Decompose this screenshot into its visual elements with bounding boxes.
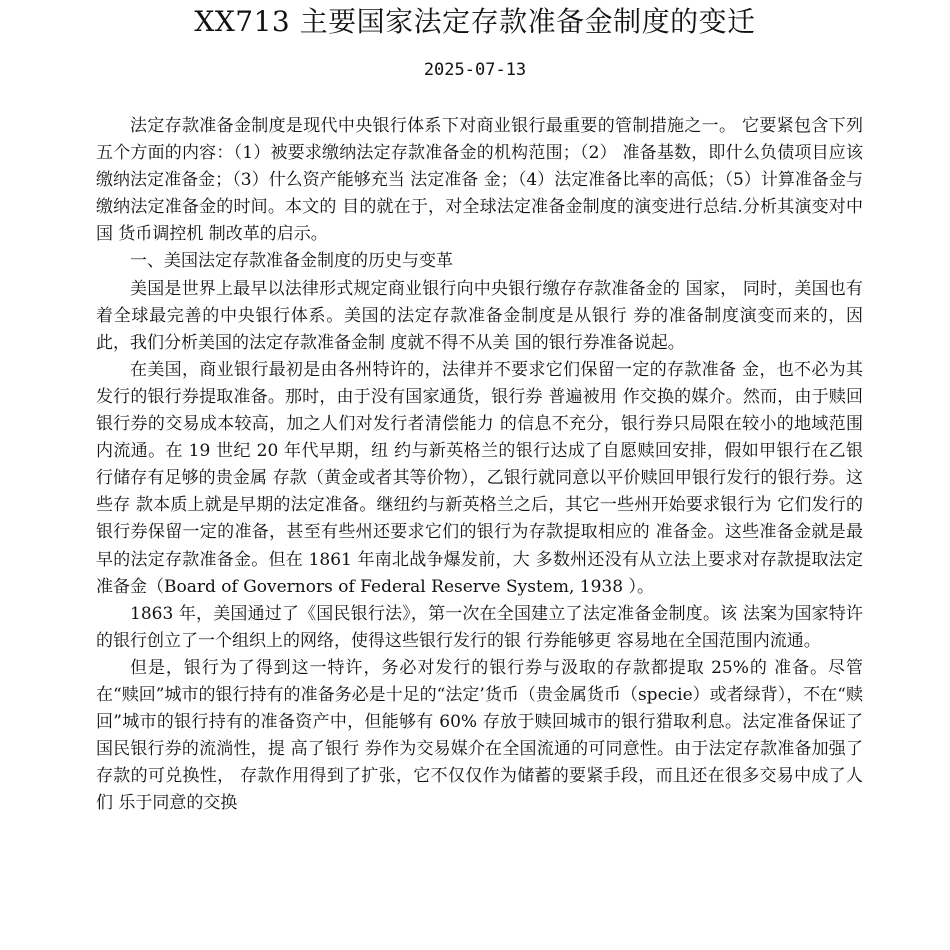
document-date: 2025-07-13 [423, 60, 527, 80]
body-paragraph: 但是，银行为了得到这一特许，务必对发行的银行券与汲取的存款都提取 25%的 准备。尽管在“赎回”城市的银行持有的准备务必是十足的“法定’货币（贵金属货币（specie）或者绿背），不在“赎回”城市的银行持有的准备资产中，但能够有 60% 存放于赎回城市的银行猎取利息。法定准备保证了国民银行券的流淌性，提 高了银行 券作为交易媒介在全国流通的可同意性。由于法定存款准备加强了存款的可兑换性， 存款作用得到了扩张，它不仅仅作为储蓄的要紧手段，而且还在很多交易中成了人们 乐于同意的交换 [96, 657, 863, 814]
body-paragraph: 美国是世界上最早以法律形式规定商业银行向中央银行缴存存款准备金的 国家， 同时，美国也有着全球最完善的中央银行体系。美国的法定存款准备金制度是从银行 券的准备制度演变而来的，因此，我们分析美国的法定存款准备金制 度就不得不从美 国的银行券准备说起。 [96, 278, 863, 353]
body-paragraph: 1863 年，美国通过了《国民银行法》，第一次在全国建立了法定准备金制度。该 法案为国家特许的银行创立了一个组织上的网络，使得这些银行发行的银 行券能够更 容易地在全国范围内流通。 [96, 603, 863, 651]
body-paragraph: 在美国，商业银行最初是由各州特许的，法律并不要求它们保留一定的存款准备 金，也不必为其发行的银行券提取准备。那时，由于没有国家通货，银行券 普遍被用 作交换的媒介。然而，由于赎回银行券的交易成本较高，加之人们对发行者清偿能力 的信息不充分，银行券只局限在较小的地域范围内流通。在 19 世纪 20 年代早期，纽 约与新英格兰的银行达成了自愿赎回安排，假如甲银行在乙银行储存有足够的贵金属 存款（黄金或者其等价物），乙银行就同意以平价赎回甲银行发行的银行券。这些存 款本质上就是早期的法定准备。继纽约与新英格兰之后，其它一些州开始要求银行为 它们发行的银行券保留一定的准备，甚至有些州还要求它们的银行为存款提取相应的 准备金。这些准备金就是最早的法定存款准备金。但在 1861 年南北战争爆发前，大 多数州还没有从立法上要求对存款提取法定准备金（Board of Governors of Federal Reserve System, 1938 ）。 [96, 359, 863, 597]
section-heading: 一、美国法定存款准备金制度的历史与变革 [130, 251, 453, 272]
document-body [96, 113, 863, 817]
document-title: XX713 主要国家法定存款准备金制度的变迁 [194, 5, 756, 38]
intro-paragraph: 法定存款准备金制度是现代中央银行体系下对商业银行最重要的管制措施之一。 它要紧包含下列五个方面的内容：（1）被要求缴纳法定存款准备金的机构范围；（2） 准备基数，即什么负债项目应该缴纳法定准备金；（3）什么资产能够充当 法定准备 金；（4）法定准备比率的高低；（5）计算准备金与缴纳法定准备金的时间。本文的 目的就在于，对全球法定准备金制度的演变进行总结.分析其演变对中国 货币调控机 制改革的启示。 [96, 116, 863, 245]
